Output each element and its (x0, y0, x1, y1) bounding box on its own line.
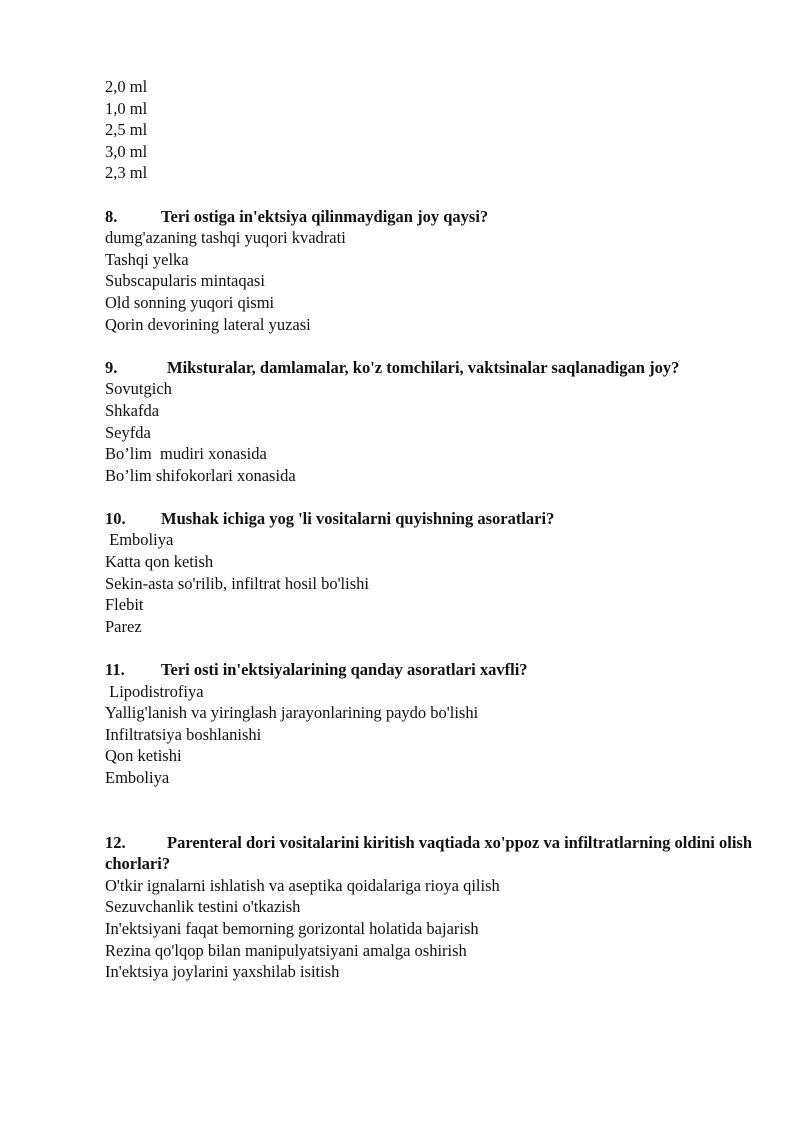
option-text: O'tkir ignalarni ishlatish va aseptika qoidalariga rioya qilish (105, 875, 500, 895)
option-text: Emboliya (105, 768, 170, 787)
option-text: Old sonning yuqori qismi (105, 292, 275, 312)
option-text: 1,0 ml (105, 98, 148, 118)
question-heading (105, 659, 755, 681)
option-text: Sovutgich (105, 379, 172, 399)
question-text: Parenteral dori vositalarini kiritish vaqtiada xo'ppoz va infiltratlarning oldini olish chorlari? (105, 832, 753, 874)
option-text: Sekin-asta so'rilib, infiltrat hosil bo'lishi (105, 573, 369, 593)
question-block-10 (105, 508, 755, 638)
question-heading (105, 832, 755, 875)
option-text: Flebit (105, 595, 144, 615)
question-text: Teri osti in'ektsiyalarining qanday asoratlari xavfli? (161, 660, 528, 680)
option-text: 3,0 ml (105, 141, 148, 161)
option-text: Bo’lim mudiri xonasida (105, 444, 267, 464)
option-text: Katta qon ketish (105, 552, 214, 572)
question-block-8 (105, 206, 755, 336)
question-number: 11. (105, 660, 125, 680)
option-text: Seyfda (105, 422, 151, 442)
option-text: 2,3 ml (105, 163, 148, 183)
option-text: Sezuvchanlik testini o'tkazish (105, 897, 301, 917)
question-number: 8. (105, 206, 118, 226)
option-text: Parez (105, 616, 142, 636)
option-text: dumg'azaning tashqi yuqori kvadrati (105, 228, 346, 248)
option-text: Tashqi yelka (105, 249, 189, 269)
option-text: Lipodistrofiya (105, 681, 204, 701)
option-text: Shkafda (105, 400, 160, 420)
question-number: 10. (105, 508, 126, 528)
question-heading (105, 508, 755, 530)
option-text: 2,5 ml (105, 120, 148, 140)
question-text: Miksturalar, damlamalar, ko'z tomchilari, vaktsinalar saqlanadigan joy? (167, 357, 680, 377)
option-text: Rezina qo'lqop bilan manipulyatsiyani amalga oshirish (105, 940, 467, 960)
question-number: 9. (105, 357, 118, 377)
question-text: Teri ostiga in'ektsiya qilinmaydigan joy qaysi? (161, 206, 489, 226)
question-block-11 (105, 659, 755, 789)
option-text: Qorin devorining lateral yuzasi (105, 314, 311, 334)
question-number: 12. (105, 832, 126, 852)
option-text: 2,0 ml (105, 77, 148, 96)
question-block-9 (105, 357, 755, 487)
previous-question-options (105, 76, 755, 184)
question-heading (105, 357, 755, 379)
option-text: Bo’lim shifokorlari xonasida (105, 465, 296, 485)
option-text: Qon ketishi (105, 746, 182, 766)
question-text: Mushak ichiga yog 'li vositalarni quyishning asoratlari? (161, 508, 555, 528)
question-block-12 (105, 832, 755, 983)
question-heading (105, 206, 755, 228)
option-text: Infiltratsiya boshlanishi (105, 724, 262, 744)
option-text: Subscapularis mintaqasi (105, 271, 265, 291)
option-text: In'ektsiyani faqat bemorning gorizontal holatida bajarish (105, 918, 479, 938)
option-text: Emboliya (105, 530, 174, 550)
option-text: In'ektsiya joylarini yaxshilab isitish (105, 962, 340, 982)
option-text: Yallig'lanish va yiringlash jarayonlarining paydo bo'lishi (105, 703, 479, 723)
document-page (105, 76, 755, 983)
